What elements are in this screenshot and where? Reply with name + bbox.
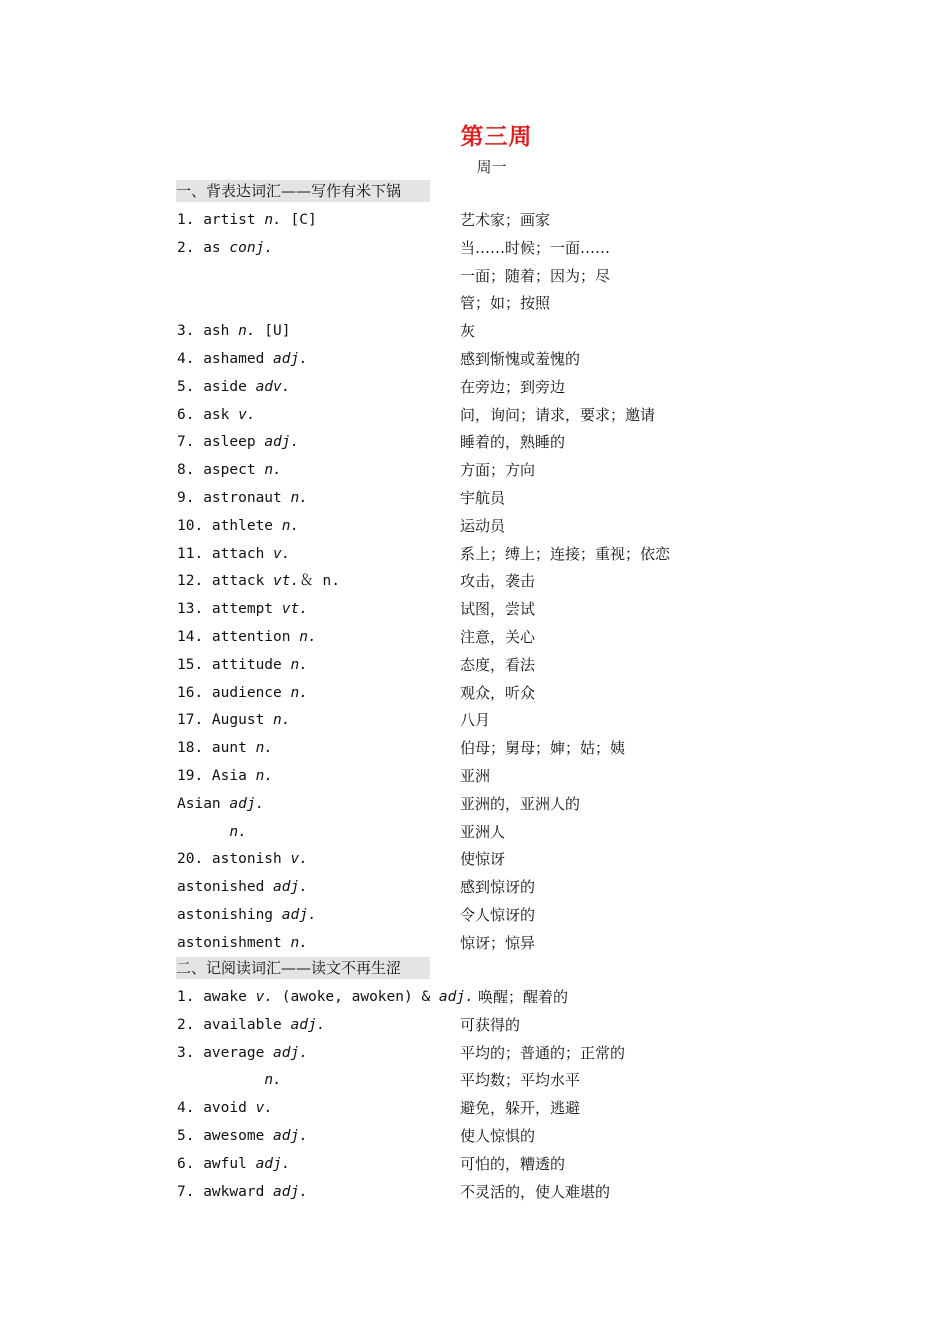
vocab-word: 3. ash	[177, 323, 239, 340]
vocab-term	[177, 597, 308, 621]
part-of-speech: adj.	[281, 907, 317, 923]
part-of-speech: adv.	[255, 378, 291, 395]
part-of-speech: n.	[264, 1072, 282, 1089]
vocab-word: Asian	[177, 795, 230, 812]
vocab-meaning: 感到惊讶的	[460, 878, 536, 897]
vocab-word: 13. attempt	[177, 601, 282, 618]
part-of-speech: n.	[273, 712, 291, 729]
vocab-row	[0, 569, 950, 593]
vocab-row	[0, 514, 950, 538]
part-of-speech: vt.	[281, 601, 308, 618]
vocab-meaning: 灰	[460, 322, 476, 341]
vocab-row	[0, 430, 950, 454]
vocab-word: 2. available	[177, 1016, 291, 1033]
vocab-word: 14. attention	[177, 629, 300, 645]
part-of-speech: v.	[273, 545, 291, 562]
vocab-meaning: 系上；缚上；连接；重视；依恋	[460, 544, 671, 563]
vocab-row	[0, 264, 950, 288]
vocab-word: 3. average	[177, 1044, 274, 1061]
vocab-term	[177, 347, 308, 371]
part-of-speech: adj.	[229, 795, 265, 812]
section-heading: 二、记阅读词汇——读文不再生涩	[176, 957, 430, 979]
vocab-word: 7. awkward	[177, 1183, 274, 1200]
vocab-term	[177, 875, 308, 899]
vocab-term	[177, 430, 299, 454]
part-of-speech: adj.	[273, 1128, 308, 1144]
vocab-row	[0, 1013, 950, 1037]
vocab-word: 6. awful	[177, 1155, 256, 1172]
vocab-meaning: 可获得的	[460, 1015, 521, 1034]
vocab-meaning: 试图，尝试	[460, 600, 536, 619]
part-of-speech: n.	[238, 323, 256, 340]
part-of-speech: n.	[281, 517, 300, 534]
vocab-term	[177, 236, 273, 260]
part-of-speech: v.	[290, 851, 308, 868]
vocab-word: 16. audience	[177, 684, 291, 701]
vocab-extra: (awoke, awoken) &	[273, 989, 439, 1005]
part-of-speech: n.	[229, 823, 247, 840]
vocab-row	[0, 458, 950, 482]
vocab-row	[0, 875, 950, 899]
vocab-row	[0, 542, 950, 566]
vocab-word: 9. astronaut	[177, 490, 291, 506]
vocab-meaning: 平均数；平均水平	[460, 1071, 581, 1090]
vocab-meaning: 方面；方向	[460, 461, 536, 480]
vocab-row	[0, 903, 950, 927]
vocab-meaning: 使人惊惧的	[460, 1127, 536, 1145]
vocab-word: 1. awake	[177, 989, 256, 1005]
vocab-term	[177, 820, 247, 844]
vocab-meaning: 伯母；舅母；婶；姑；姨	[460, 739, 626, 758]
part-of-speech: v.	[238, 406, 256, 423]
vocab-term	[177, 764, 273, 788]
vocab-term	[177, 625, 317, 649]
vocab-meaning: 问，询问；请求，要求；邀请	[460, 405, 656, 424]
vocab-meaning: 平均的；普通的；正常的	[460, 1043, 626, 1062]
vocab-word: 20. astonish	[177, 851, 291, 868]
vocab-word: 5. awesome	[177, 1128, 274, 1144]
vocab-meaning: 观众，听众	[460, 683, 536, 702]
vocab-row	[0, 653, 950, 677]
part-of-speech: adj.	[273, 351, 308, 367]
vocab-word: 18. aunt	[177, 740, 256, 757]
vocab-term	[177, 403, 256, 427]
vocab-meaning: 当……时候；一面……	[460, 238, 611, 257]
vocab-row	[0, 792, 950, 816]
vocab-extra: [C]	[281, 212, 317, 228]
part-of-speech: n.	[290, 934, 308, 951]
part-of-speech: adj.	[264, 434, 300, 451]
vocab-term	[177, 708, 291, 732]
vocab-row	[0, 1180, 950, 1204]
vocab-row	[0, 347, 950, 371]
section-heading: 一、背表达词汇——写作有米下锅	[176, 180, 430, 202]
vocab-meaning: 不灵活的，使人难堪的	[460, 1182, 611, 1201]
vocab-term	[177, 1068, 282, 1092]
vocab-meaning: 运动员	[460, 516, 506, 535]
vocab-row	[0, 985, 950, 1009]
vocab-term	[177, 208, 317, 232]
vocab-term	[177, 486, 308, 510]
vocab-word: 1. artist	[177, 212, 265, 228]
part-of-speech: n.	[290, 684, 308, 701]
vocab-meaning: 感到惭愧或羞愧的	[460, 350, 581, 368]
vocab-meaning: 宇航员	[460, 489, 506, 507]
vocab-term	[177, 569, 340, 593]
part-of-speech: adj.	[273, 1183, 308, 1200]
vocab-word: astonishment	[177, 934, 291, 951]
vocab-row	[0, 681, 950, 705]
vocab-word: 17. August	[177, 712, 274, 729]
vocab-row	[0, 931, 950, 955]
vocab-row	[0, 375, 950, 399]
vocab-term	[177, 931, 308, 955]
part-of-speech: n.	[290, 490, 308, 506]
part-of-speech: n.	[299, 629, 317, 645]
vocab-term	[177, 1124, 308, 1148]
vocab-row	[0, 1152, 950, 1176]
vocab-row	[0, 319, 950, 343]
vocab-word: 7. asleep	[177, 434, 265, 451]
vocab-term	[177, 681, 308, 705]
vocab-term	[177, 1152, 291, 1176]
vocab-meaning: 令人惊讶的	[460, 906, 536, 924]
part-of-speech: conj.	[229, 239, 274, 256]
vocab-meaning: 亚洲	[460, 767, 491, 785]
part-of-speech: vt.	[273, 573, 300, 590]
vocab-meaning: 唤醒；醒着的	[478, 988, 569, 1006]
vocab-meaning: 八月	[460, 711, 491, 730]
vocab-word: 5. aside	[177, 378, 256, 395]
vocab-row	[0, 847, 950, 871]
part-of-speech: adj.	[273, 1044, 308, 1061]
vocab-meaning: 一面；随着；因为；尽	[460, 266, 611, 285]
vocab-term	[177, 985, 474, 1009]
vocab-meaning: 艺术家；画家	[460, 211, 551, 229]
vocab-meaning: 在旁边；到旁边	[460, 377, 566, 396]
vocab-meaning: 惊讶；惊异	[460, 933, 536, 952]
vocab-row	[0, 820, 950, 844]
vocab-word	[177, 824, 229, 840]
page-subtitle: 周一	[476, 158, 507, 176]
vocab-row	[0, 403, 950, 427]
vocab-meaning: 使惊讶	[460, 850, 506, 869]
vocab-row	[0, 486, 950, 510]
vocab-term	[177, 792, 264, 816]
vocab-term	[177, 458, 282, 482]
vocab-row	[0, 1124, 950, 1148]
vocab-extra: [U]	[255, 323, 291, 340]
vocab-term	[177, 1180, 308, 1204]
vocab-term	[177, 1013, 325, 1037]
part-of-speech: v.	[255, 1100, 274, 1117]
part-of-speech: n.	[264, 462, 282, 479]
vocab-meaning: 避免，躲开，逃避	[460, 1099, 581, 1118]
vocab-word: 4. ashamed	[177, 351, 274, 367]
part-of-speech: adj.	[255, 1155, 291, 1172]
vocab-word: 19. Asia	[177, 768, 256, 784]
vocab-row	[0, 764, 950, 788]
vocab-term	[177, 514, 299, 538]
vocab-meaning: 可怕的，糟透的	[460, 1154, 566, 1173]
vocab-meaning: 注意，关心	[460, 628, 536, 646]
vocab-term	[177, 903, 317, 927]
vocab-meaning: 亚洲人	[460, 822, 506, 841]
vocab-term	[177, 847, 308, 871]
vocab-term	[177, 319, 291, 343]
part-of-speech: n.	[255, 768, 274, 784]
vocab-term	[177, 736, 273, 760]
vocab-meaning: 睡着的，熟睡的	[460, 433, 566, 452]
vocab-word	[177, 1072, 264, 1088]
vocab-term	[177, 542, 291, 566]
vocab-row	[0, 208, 950, 232]
vocab-row	[0, 236, 950, 260]
vocab-word: 12. attack	[177, 573, 274, 590]
vocab-term	[177, 1041, 308, 1065]
vocab-row	[0, 1068, 950, 1092]
vocab-term	[177, 653, 308, 677]
vocab-row	[0, 291, 950, 315]
vocab-row	[0, 1041, 950, 1065]
vocab-meaning: 态度，看法	[460, 655, 536, 674]
vocab-meaning: 亚洲的，亚洲人的	[460, 794, 581, 813]
vocab-word: astonishing	[177, 907, 282, 923]
vocab-row	[0, 625, 950, 649]
vocab-word: 15. attitude	[177, 656, 291, 673]
part-of-speech: adj.	[290, 1016, 326, 1033]
part-of-speech: adj.	[438, 989, 474, 1005]
vocab-row	[0, 736, 950, 760]
part-of-speech: n.	[264, 212, 282, 228]
vocab-extra: ＆ n.	[299, 573, 340, 590]
vocab-term	[177, 1096, 273, 1120]
part-of-speech: n.	[255, 740, 274, 757]
vocab-row	[0, 708, 950, 732]
vocab-word: 11. attach	[177, 545, 274, 562]
vocab-word: 2. as	[177, 239, 230, 256]
page-title: 第三周	[460, 124, 533, 150]
part-of-speech: v.	[255, 989, 274, 1005]
vocab-row	[0, 597, 950, 621]
vocab-word: astonished	[177, 879, 274, 896]
vocab-word: 6. ask	[177, 406, 239, 423]
part-of-speech: adj.	[273, 879, 308, 896]
vocab-word: 8. aspect	[177, 462, 265, 479]
vocab-term	[177, 375, 291, 399]
vocab-word: 10. athlete	[177, 517, 282, 534]
part-of-speech: n.	[290, 656, 308, 673]
vocab-word: 4. avoid	[177, 1100, 256, 1117]
vocab-meaning: 攻击，袭击	[460, 572, 536, 591]
vocab-row	[0, 1096, 950, 1120]
vocab-meaning: 管；如；按照	[460, 294, 551, 313]
